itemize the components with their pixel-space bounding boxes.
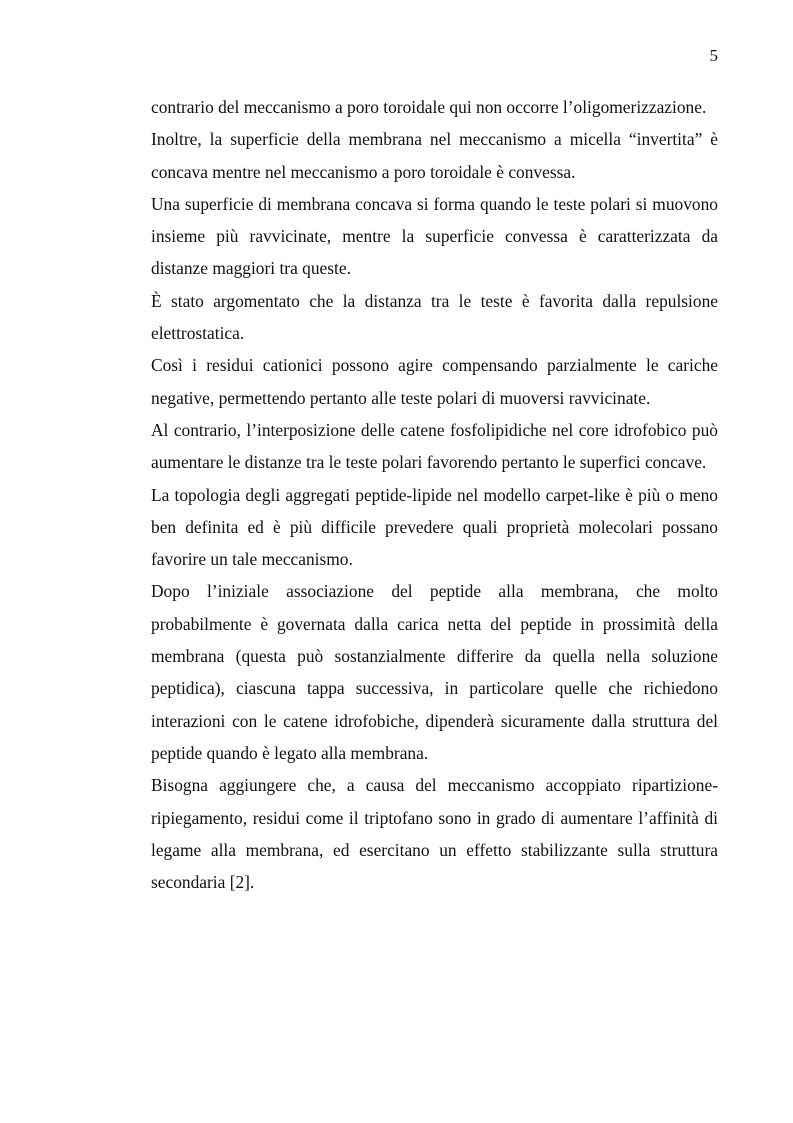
paragraph: Bisogna aggiungere che, a causa del meccanismo accoppiato ripartizione-ripiegamento, residui come il triptofano sono in grado di aumentare l’affinità di legame alla membrana, ed esercitano un effetto stabilizzante sulla struttura secondaria [2]. — [151, 775, 718, 893]
page-number: 5 — [709, 46, 718, 65]
paragraph: Dopo l’iniziale associazione del peptide alla membrana, che molto probabilmente è governata dalla carica netta del peptide in prossimità della membrana (questa può sostanzialmente differire da quella nella soluzione peptidica), ciascuna tappa successiva, in particolare quelle che richiedono interazioni con le catene idrofobiche, dipenderà sicuramente dalla struttura del peptide quando è legato alla membrana. — [151, 581, 718, 763]
paragraph: È stato argomentato che la distanza tra le teste è favorita dalla repulsione elettrostatica. — [151, 290, 718, 344]
body-text — [151, 91, 718, 898]
paragraph: La topologia degli aggregati peptide-lipide nel modello carpet-like è più o meno ben definita ed è più difficile prevedere quali proprietà molecolari possano favorire un tale meccanismo. — [151, 484, 718, 570]
paragraph: Al contrario, l’interposizione delle catene fosfolipidiche nel core idrofobico può aumentare le distanze tra le teste polari favorendo pertanto le superfici concave. — [151, 419, 718, 473]
paragraph: Inoltre, la superficie della membrana nel meccanismo a micella “invertita” è concava mentre nel meccanismo a poro toroidale è convessa. — [151, 129, 718, 182]
paragraph: Così i residui cationici possono agire compensando parzialmente le cariche negative, permettendo pertanto alle teste polari di muoversi ravvicinate. — [151, 355, 718, 408]
paragraph: Una superficie di membrana concava si forma quando le teste polari si muovono insieme più ravvicinate, mentre la superficie convessa è caratterizzata da distanze maggiori tra queste. — [151, 193, 718, 279]
paragraph: contrario del meccanismo a poro toroidale qui non occorre l’oligomerizzazione. — [151, 97, 707, 117]
